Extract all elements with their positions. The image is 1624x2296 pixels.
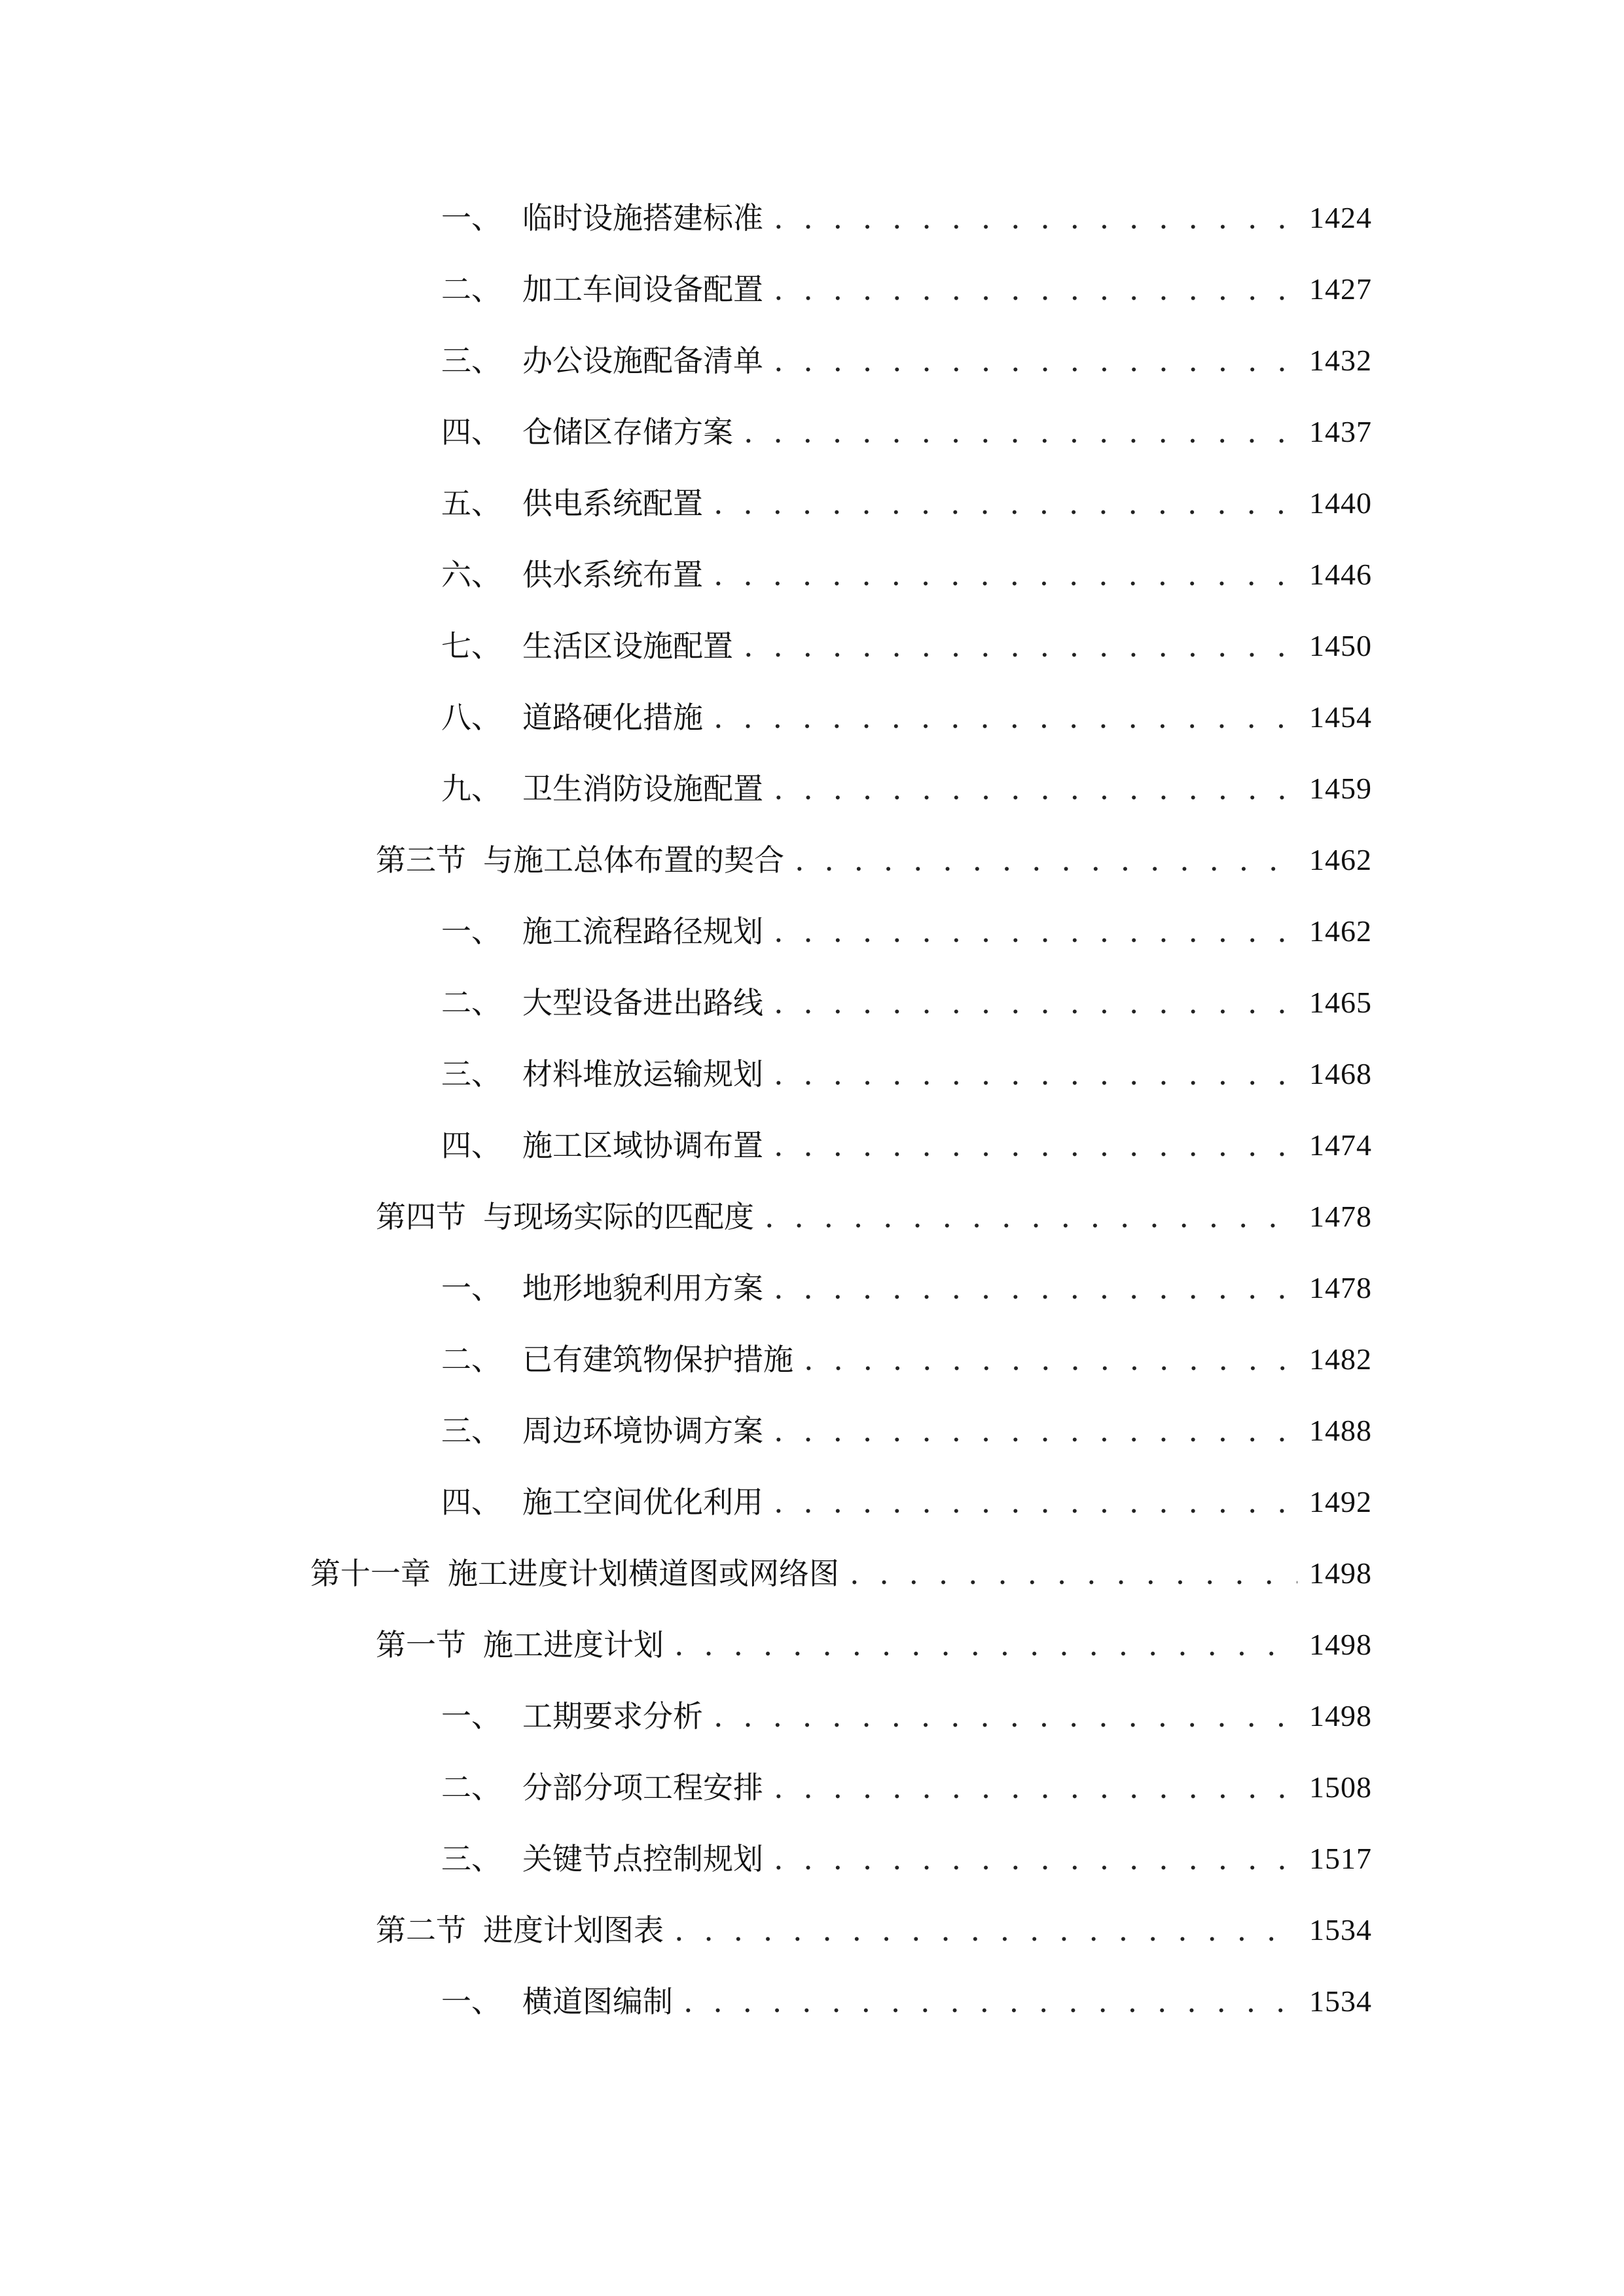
- dot-leader: [774, 263, 1297, 315]
- dot-leader: [774, 1119, 1297, 1172]
- toc-entry-number: 一、: [441, 914, 501, 949]
- dot-leader: [774, 1476, 1297, 1528]
- dot-leader: [713, 1690, 1297, 1742]
- toc-entry-page: 1424: [1309, 201, 1372, 234]
- toc-entry-title: 已有建筑物保护措施: [522, 1342, 793, 1377]
- toc-chapter-entry[interactable]: [310, 1547, 1372, 1600]
- toc-entry-title: 地形地貌利用方案: [522, 1270, 763, 1306]
- dot-leader: [674, 1904, 1297, 1956]
- dot-leader: [774, 334, 1297, 387]
- dot-leader: [774, 1262, 1297, 1314]
- toc-entry[interactable]: [441, 1476, 1372, 1528]
- toc-entry[interactable]: [441, 263, 1372, 315]
- toc-entry[interactable]: [441, 1048, 1372, 1100]
- toc-entry-title: 进度计划图表: [483, 1912, 664, 1948]
- toc-entry-page: 1478: [1309, 1200, 1372, 1233]
- toc-entry-page: 1498: [1309, 1556, 1372, 1590]
- dot-leader: [774, 977, 1297, 1029]
- toc-entry-title: 道路硬化措施: [522, 700, 703, 735]
- toc-entry-number: 八、: [441, 700, 501, 735]
- toc-entry-number: 一、: [441, 1270, 501, 1306]
- toc-entry-number: 四、: [441, 1128, 501, 1163]
- dot-leader: [774, 905, 1297, 958]
- toc-entry-title: 横道图编制: [522, 1984, 673, 2019]
- toc-entry-page: 1498: [1309, 1699, 1372, 1732]
- toc-entry-page: 1454: [1309, 700, 1372, 734]
- toc-entry-number: 二、: [441, 985, 501, 1020]
- toc-entry-title: 分部分项工程安排: [522, 1770, 763, 1805]
- toc-entry-title: 办公设施配备清单: [522, 343, 763, 378]
- toc-entry[interactable]: [441, 1405, 1372, 1457]
- toc-entry-title: 与施工总体布置的契合: [483, 842, 784, 878]
- toc-entry-number: 四、: [441, 414, 501, 450]
- toc-entry-number: 第二节: [376, 1912, 466, 1948]
- toc-entry-number: 四、: [441, 1484, 501, 1520]
- toc-entry[interactable]: [441, 406, 1372, 458]
- toc-entry-page: 1462: [1309, 843, 1372, 876]
- toc-section-entry[interactable]: [376, 834, 1372, 886]
- dot-leader: [774, 192, 1297, 244]
- toc-entry-number: 六、: [441, 557, 501, 592]
- toc-entry[interactable]: [441, 192, 1372, 244]
- toc-entry-title: 供电系统配置: [522, 486, 703, 521]
- toc-entry[interactable]: [441, 334, 1372, 387]
- dot-leader: [713, 477, 1297, 529]
- toc-entry-number: 一、: [441, 200, 501, 236]
- toc-entry-page: 1508: [1309, 1770, 1372, 1804]
- toc-entry-title: 生活区设施配置: [522, 628, 733, 664]
- toc-section-entry[interactable]: [376, 1619, 1372, 1671]
- toc-entry-page: 1432: [1309, 344, 1372, 377]
- toc-entry-number: 第十一章: [310, 1556, 431, 1591]
- dot-leader: [765, 1191, 1297, 1243]
- dot-leader: [850, 1547, 1297, 1600]
- toc-entry-title: 仓储区存储方案: [522, 414, 733, 450]
- dot-leader: [713, 548, 1297, 601]
- toc-entry[interactable]: [441, 905, 1372, 958]
- toc-entry-page: 1478: [1309, 1271, 1372, 1304]
- dot-leader: [774, 1833, 1297, 1885]
- toc-entry-title: 材料堆放运输规划: [522, 1056, 763, 1092]
- toc-entry[interactable]: [441, 620, 1372, 672]
- toc-entry-title: 关键节点控制规划: [522, 1841, 763, 1876]
- toc-entry-number: 三、: [441, 1056, 501, 1092]
- dot-leader: [795, 834, 1297, 886]
- toc-entry-page: 1468: [1309, 1057, 1372, 1090]
- dot-leader: [774, 1048, 1297, 1100]
- toc-entry[interactable]: [441, 762, 1372, 815]
- toc-entry-number: 三、: [441, 1841, 501, 1876]
- toc-entry-page: 1450: [1309, 629, 1372, 662]
- toc-entry-title: 供水系统布置: [522, 557, 703, 592]
- toc-entry-page: 1492: [1309, 1485, 1372, 1518]
- toc-entry-number: 七、: [441, 628, 501, 664]
- dot-leader: [713, 691, 1297, 744]
- toc-entry[interactable]: [441, 477, 1372, 529]
- toc-section-entry[interactable]: [376, 1191, 1372, 1243]
- dot-leader: [774, 762, 1297, 815]
- toc-entry-number: 三、: [441, 1413, 501, 1448]
- toc-entry[interactable]: [441, 1761, 1372, 1814]
- toc-entry-title: 施工进度计划横道图或网络图: [448, 1556, 839, 1591]
- toc-entry-number: 五、: [441, 486, 501, 521]
- toc-entry-title: 施工流程路径规划: [522, 914, 763, 949]
- toc-entry-number: 二、: [441, 1770, 501, 1805]
- toc-entry-page: 1465: [1309, 986, 1372, 1019]
- toc-entry-title: 与现场实际的匹配度: [483, 1199, 754, 1234]
- toc-entry-page: 1437: [1309, 415, 1372, 448]
- toc-entry[interactable]: [441, 1975, 1372, 2028]
- toc-entry-page: 1459: [1309, 772, 1372, 805]
- toc-entry-number: 二、: [441, 1342, 501, 1377]
- toc-entry[interactable]: [441, 1119, 1372, 1172]
- toc-entry-title: 工期要求分析: [522, 1698, 703, 1734]
- toc-entry-page: 1488: [1309, 1414, 1372, 1447]
- toc-entry-title: 施工进度计划: [483, 1627, 664, 1662]
- dot-leader: [744, 406, 1297, 458]
- dot-leader: [744, 620, 1297, 672]
- dot-leader: [804, 1333, 1297, 1386]
- toc-entry-title: 临时设施搭建标准: [522, 200, 763, 236]
- toc-entry[interactable]: [441, 1333, 1372, 1386]
- dot-leader: [674, 1619, 1297, 1671]
- toc-entry[interactable]: [441, 1690, 1372, 1742]
- dot-leader: [683, 1975, 1297, 2028]
- toc-entry[interactable]: [441, 548, 1372, 601]
- toc-entry-number: 九、: [441, 771, 501, 806]
- toc-entry[interactable]: [441, 977, 1372, 1029]
- dot-leader: [774, 1405, 1297, 1457]
- toc-entry-title: 大型设备进出路线: [522, 985, 763, 1020]
- toc-entry-page: 1534: [1309, 1984, 1372, 2018]
- toc-entry-page: 1474: [1309, 1128, 1372, 1162]
- toc-section-entry[interactable]: [376, 1904, 1372, 1956]
- toc-entry-title: 施工区域协调布置: [522, 1128, 763, 1163]
- toc-entry-number: 第一节: [376, 1627, 466, 1662]
- toc-entry-title: 加工车间设备配置: [522, 272, 763, 307]
- toc-entry-page: 1446: [1309, 558, 1372, 591]
- toc-entry-number: 二、: [441, 272, 501, 307]
- toc-entry-page: 1427: [1309, 272, 1372, 306]
- toc-entry-page: 1517: [1309, 1842, 1372, 1875]
- toc-entry-title: 卫生消防设施配置: [522, 771, 763, 806]
- toc-entry-page: 1498: [1309, 1628, 1372, 1661]
- toc-entry[interactable]: [441, 1833, 1372, 1885]
- toc-entry-page: 1440: [1309, 486, 1372, 520]
- toc-entry-page: 1534: [1309, 1913, 1372, 1946]
- toc-entry-number: 第三节: [376, 842, 466, 878]
- dot-leader: [774, 1761, 1297, 1814]
- toc-entry-number: 一、: [441, 1984, 501, 2019]
- toc-entry-page: 1482: [1309, 1342, 1372, 1376]
- toc-entry-title: 施工空间优化利用: [522, 1484, 763, 1520]
- toc-entry-number: 第四节: [376, 1199, 466, 1234]
- toc-entry[interactable]: [441, 691, 1372, 744]
- toc-entry-number: 一、: [441, 1698, 501, 1734]
- toc-entry-title: 周边环境协调方案: [522, 1413, 763, 1448]
- toc-entry-page: 1462: [1309, 914, 1372, 948]
- toc-entry-number: 三、: [441, 343, 501, 378]
- toc-entry[interactable]: [441, 1262, 1372, 1314]
